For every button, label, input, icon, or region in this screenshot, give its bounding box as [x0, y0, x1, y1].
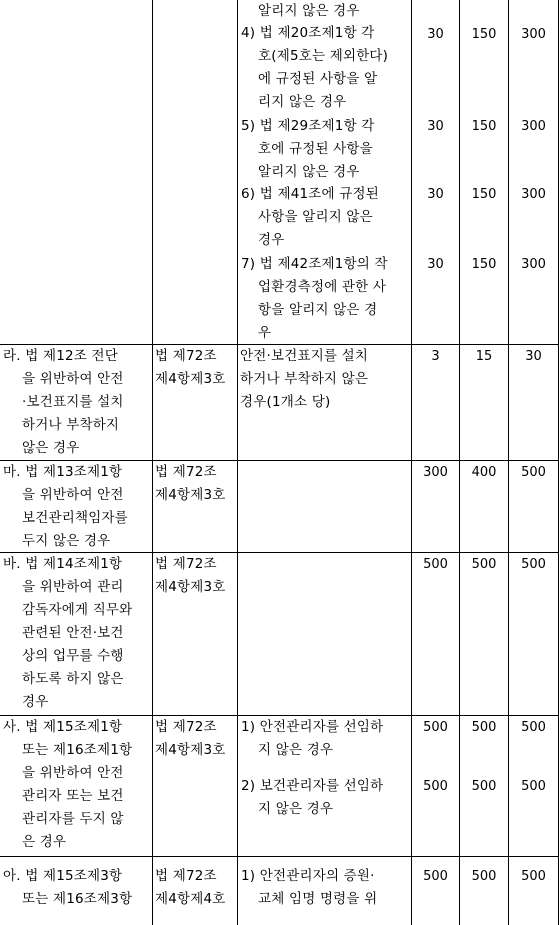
fine-first: 30 — [427, 187, 444, 202]
fine-first: 500 — [423, 557, 448, 572]
violation-label: 사. 법 제15조제1항 — [3, 719, 123, 735]
violation-label: 마. 법 제13조제1항 — [3, 464, 123, 480]
law-reference: 법 제72조 — [155, 348, 217, 364]
violation-label: 보건관리책임자를 — [22, 510, 128, 526]
violation-label: 을 위반하여 관리 — [22, 579, 124, 595]
violation-label: 을 위반하여 안전 — [22, 765, 124, 781]
fine-second: 150 — [471, 119, 497, 134]
fine-second: 15 — [475, 349, 493, 364]
law-reference: 제4항제3호 — [155, 579, 226, 595]
fine-first: 30 — [427, 27, 444, 42]
desc-line: 2) 보건관리자를 선임하 — [241, 778, 384, 794]
desc-line: 호(제5호는 제외한다) — [258, 48, 389, 64]
desc-line: 항을 알리지 않은 경 — [258, 302, 378, 318]
law-reference: 법 제72조 — [155, 868, 217, 884]
desc-line: 리지 않은 경우 — [258, 94, 347, 110]
fine-third: 300 — [521, 257, 546, 272]
fine-third: 500 — [521, 720, 546, 735]
violation-label: 두지 않은 경우 — [22, 533, 111, 549]
column-divider — [237, 0, 238, 925]
desc-line: 7) 법 제42조제1항의 작 — [241, 256, 388, 272]
violation-label: 감독자에게 직무와 — [22, 602, 133, 618]
desc-line: 경우(1개소 당) — [240, 394, 331, 410]
column-divider — [152, 0, 153, 925]
desc-line: 사항을 알리지 않은 — [258, 209, 373, 225]
fine-third: 300 — [521, 119, 546, 134]
violation-label: 또는 제16조제3항 — [22, 891, 133, 907]
fine-third: 500 — [521, 779, 546, 794]
desc-line: 업환경측정에 관한 사 — [258, 279, 387, 295]
violation-label: 관련된 안전·보건 — [22, 625, 124, 641]
violation-label: 라. 법 제12조 전단 — [3, 348, 118, 364]
desc-line: 하거나 부착하지 않은 — [240, 371, 369, 387]
fine-third: 500 — [521, 869, 546, 884]
fine-second: 500 — [471, 779, 497, 794]
fine-third: 500 — [521, 465, 546, 480]
desc-line: 6) 법 제41조에 규정된 — [241, 186, 379, 202]
desc-line: 4) 법 제20조제1항 각 — [241, 25, 375, 41]
fine-second: 150 — [471, 187, 497, 202]
fine-second: 400 — [471, 465, 497, 480]
desc-line: 지 않은 경우 — [258, 801, 334, 817]
violation-label: 관리자 또는 보건 — [22, 788, 124, 804]
violation-label: 경우 — [22, 694, 49, 710]
desc-line: 1) 안전관리자의 증원· — [241, 868, 375, 884]
violation-label: 않은 경우 — [22, 440, 80, 456]
fine-first: 30 — [427, 119, 444, 134]
fine-second: 150 — [471, 257, 497, 272]
law-reference: 제4항제3호 — [155, 487, 226, 503]
violation-label: 바. 법 제14조제1항 — [3, 556, 123, 572]
fine-first: 3 — [431, 349, 440, 364]
law-reference: 법 제72조 — [155, 556, 217, 572]
law-reference: 법 제72조 — [155, 464, 217, 480]
fine-second: 500 — [471, 869, 497, 884]
law-reference: 법 제72조 — [155, 719, 217, 735]
desc-line: 1) 안전관리자를 선임하 — [241, 719, 384, 735]
violation-label: 을 위반하여 안전 — [22, 487, 124, 503]
fine-first: 30 — [427, 257, 444, 272]
violation-label: 또는 제16조제1항 — [22, 742, 133, 758]
desc-line: 우 — [258, 325, 272, 341]
desc-line: 알리지 않은 경우 — [258, 164, 360, 180]
desc-line: 교체 임명 명령을 위 — [258, 891, 378, 907]
violation-label: 아. 법 제15조제3항 — [3, 868, 123, 884]
fine-third: 500 — [521, 557, 546, 572]
fine-first: 300 — [423, 465, 448, 480]
fine-second: 500 — [471, 720, 497, 735]
fine-second: 150 — [471, 27, 497, 42]
fine-third: 30 — [525, 349, 542, 364]
desc-line: 5) 법 제29조제1항 각 — [241, 118, 375, 134]
fine-first: 500 — [423, 869, 448, 884]
desc-line: 에 규정된 사항을 알 — [258, 71, 378, 87]
row-divider — [0, 856, 559, 857]
law-reference: 제4항제3호 — [155, 371, 226, 387]
desc-line: 호에 규정된 사항을 — [258, 141, 373, 157]
fine-first: 500 — [423, 720, 448, 735]
violation-label: 상의 업무를 수행 — [22, 648, 124, 664]
violation-label: 관리자를 두지 않 — [22, 811, 124, 827]
violation-label: 하거나 부착하지 — [22, 417, 120, 433]
fine-third: 300 — [521, 187, 546, 202]
fine-third: 300 — [521, 27, 546, 42]
violation-label: 하도록 하지 않은 — [22, 671, 124, 687]
desc-line: 안전·보건표지를 설치 — [240, 348, 369, 364]
desc-line: 지 않은 경우 — [258, 742, 334, 758]
violation-label: ·보건표지를 설치 — [22, 394, 124, 410]
desc-line: 알리지 않은 경우 — [258, 3, 360, 19]
violation-label: 을 위반하여 안전 — [22, 371, 124, 387]
law-reference: 제4항제3호 — [155, 742, 226, 758]
law-reference: 제4항제4호 — [155, 891, 226, 907]
desc-line: 경우 — [258, 232, 285, 248]
violation-label: 은 경우 — [22, 834, 67, 850]
fine-first: 500 — [423, 779, 448, 794]
fine-second: 500 — [471, 557, 497, 572]
